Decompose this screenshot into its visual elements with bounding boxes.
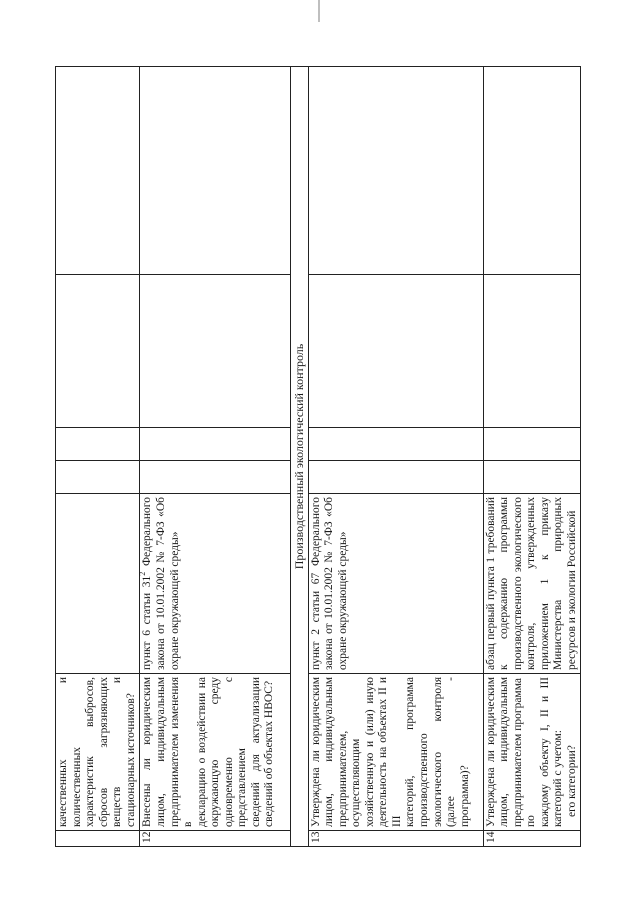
question-line: осуществляющим: [350, 738, 363, 827]
question-line: программа)?: [458, 765, 471, 827]
question-line: качественных и количественных: [57, 677, 83, 827]
row-number: 14: [483, 831, 581, 847]
question-cell: [56, 674, 140, 831]
question-line: сведений об объектах НВОС?: [263, 680, 276, 827]
answer-na-cell[interactable]: [483, 275, 581, 428]
answer-no-cell[interactable]: [483, 428, 581, 461]
row-number: 12: [140, 831, 291, 847]
question-line: сведений для актуализации: [249, 677, 262, 827]
question-line: категорий с учетом:: [552, 730, 565, 827]
page-edge-mark: [318, 0, 320, 22]
question-line: предпринимателем,: [336, 730, 349, 827]
answer-yes-cell[interactable]: [483, 461, 581, 494]
question-line: сбросов загрязняющих веществ и: [97, 677, 124, 827]
question-line: предпринимателем изменения в: [168, 677, 195, 827]
reference-text: Федерального закона от 10.01.2002 № 7-ФЗ «Об охране окружающей среды»: [141, 497, 181, 670]
question-line: хозяйственную и (или) иную: [363, 677, 376, 827]
question-line: предпринимателем программа по: [511, 677, 538, 827]
question-line: каждому объекту I, II и III: [538, 677, 551, 827]
section-title: Производственный экологический контроль: [291, 67, 308, 847]
question-line: декларацию о воздействии на: [195, 677, 208, 827]
reference-cell: пункт 2 статьи 67 Федерального закона от 10.01.2002 № 7-ФЗ «Об охране окружающей среды»: [308, 494, 483, 674]
reference-cell: [56, 494, 140, 674]
answer-na-cell[interactable]: [56, 275, 140, 428]
reference-cell: абзац первый пункта 1 требований к содержанию программы производственного экологического контроля, утвержденных приложением 1 к приказу Министерства природных ресурсов и экологии Российской: [483, 494, 581, 674]
answer-na-cell[interactable]: [140, 275, 291, 428]
row-number: 13: [308, 831, 483, 847]
question-line: Утверждена ли юридическим: [484, 677, 497, 827]
reference-text: пункт 6 статьи 31: [141, 575, 154, 670]
table-row: [56, 67, 140, 847]
question-line: экологического контроля (далее -: [431, 677, 458, 827]
section-header-row: [291, 67, 308, 847]
question-line: Внесены ли юридическим: [141, 677, 154, 827]
question-line: Утверждена ли юридическим: [309, 677, 322, 827]
answer-no-cell[interactable]: [308, 428, 483, 461]
question-line: стационарных источников?: [124, 693, 137, 827]
table-row: [308, 67, 483, 847]
table-row: [140, 67, 291, 847]
checklist-table-rotated: [55, 67, 581, 847]
question-line: его категории?: [565, 745, 578, 817]
question-cell: [483, 674, 581, 831]
note-cell[interactable]: [56, 67, 140, 275]
note-cell[interactable]: [140, 67, 291, 275]
question-line: характеристик выбросов,: [84, 677, 97, 827]
question-cell: [140, 674, 291, 831]
answer-no-cell[interactable]: [56, 428, 140, 461]
note-cell[interactable]: [308, 67, 483, 275]
question-line: производственного: [418, 733, 431, 827]
question-line: категорий, программа: [404, 677, 417, 827]
question-line: лицом, индивидуальным: [323, 677, 336, 827]
answer-no-cell[interactable]: [140, 428, 291, 461]
question-line: лицом, индивидуальным: [154, 677, 167, 827]
answer-na-cell[interactable]: [308, 275, 483, 428]
answer-yes-cell[interactable]: [308, 461, 483, 494]
question-line: лицом, индивидуальным: [498, 677, 511, 827]
question-line: деятельность на объектах II и III: [377, 677, 403, 827]
question-cell: [308, 674, 483, 831]
answer-yes-cell[interactable]: [56, 461, 140, 494]
question-line: окружающую среду: [209, 677, 222, 827]
question-line: одновременно с представлением: [222, 677, 249, 827]
note-cell[interactable]: [483, 67, 581, 275]
reference-superscript: 2: [138, 571, 148, 576]
row-number: [56, 831, 140, 847]
checklist-table: [55, 66, 581, 847]
answer-yes-cell[interactable]: [140, 461, 291, 494]
reference-cell: [140, 494, 291, 674]
table-row: [483, 67, 581, 847]
